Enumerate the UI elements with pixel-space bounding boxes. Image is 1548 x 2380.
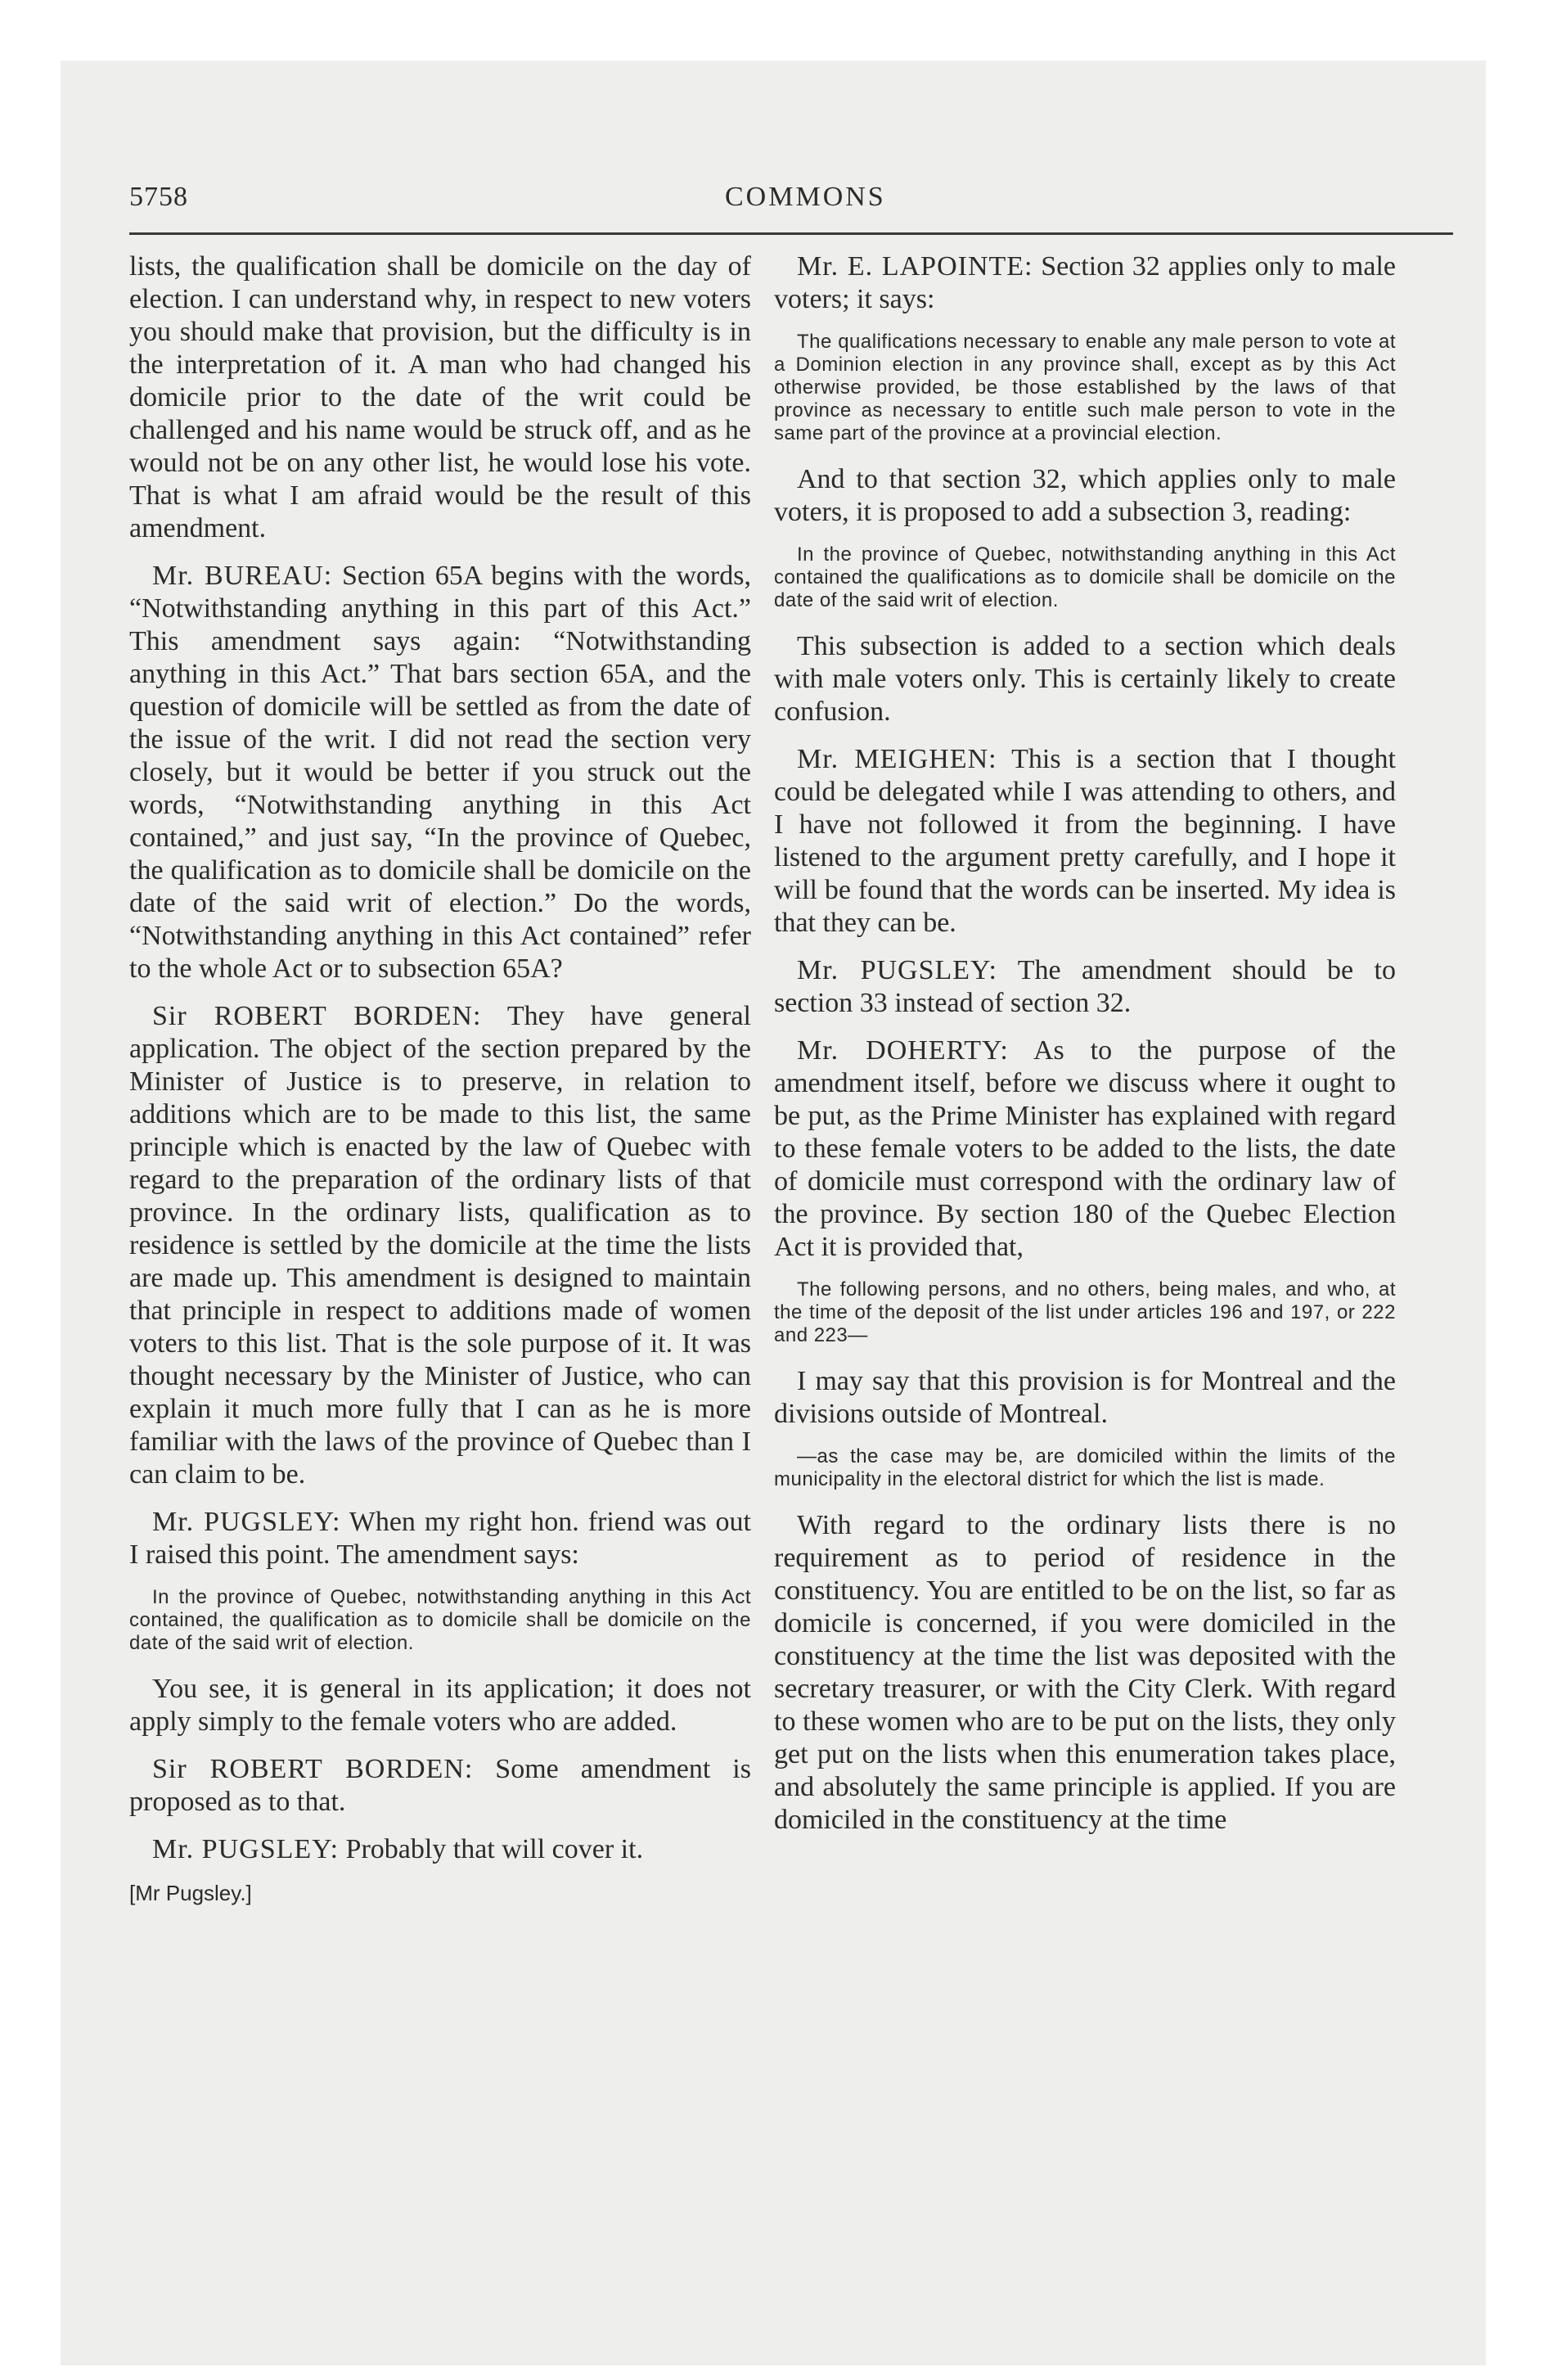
speech-text: The amendment should be to section 33 instead of section 32. — [774, 955, 1396, 1018]
paragraph: I may say that this provision is for Montreal and the divisions outside of Montreal. — [774, 1366, 1396, 1429]
scanned-page — [61, 61, 1486, 2365]
speech-text: This is a section that I thought could be delegated while I was attending to others, and I have not followed it from the beginning. I have listened to the argument pretty carefully, and I hope it will be found that the words can be inserted. My idea is that they can be. — [774, 744, 1396, 938]
block-quote: The qualifications necessary to enable any male person to vote at a Dominion election in any province shall, except as by this Act otherwise provided, be those established by the laws of that province as necessary to entitle such male person to vote in the same part of the province at a provincial election. — [774, 331, 1396, 444]
paragraph — [129, 1833, 751, 1866]
page-number: 5758 — [129, 182, 188, 212]
speaker-name: Sir ROBERT BORDEN: — [152, 1001, 482, 1031]
block-quote: —as the case may be, are domiciled within the limits of the municipality in the electoral district for which the list is made. — [774, 1445, 1396, 1490]
left-column — [129, 250, 751, 1905]
page-footer-speaker: [Mr Pugsley.] — [129, 1881, 252, 1905]
speaker-name: Mr. DOHERTY: — [797, 1035, 1009, 1066]
block-quote: In the province of Quebec, notwithstanding anything in this Act contained, the qualification as to domicile shall be domicile on the date of the said writ of election. — [129, 1586, 751, 1654]
paragraph: With regard to the ordinary lists there is no requirement as to period of residence in the constituency. You are entitled to be on the list, so far as domicile is concerned, if you were domiciled in the constituency at the time the list was deposited with the secretary treasurer, or with the City Clerk. With regard to these women who are to be put on the lists, they only get put on the lists when this enumeration takes place, and absolutely the same principle is applied. If you are domiciled in the constituency at the time — [774, 1510, 1396, 1835]
paragraph — [774, 743, 1396, 940]
paragraph: This subsection is added to a section which deals with male voters only. This is certainly likely to create confusion. — [774, 631, 1396, 727]
paragraph: And to that section 32, which applies only to male voters, it is proposed to add a subsection 3, reading: — [774, 464, 1396, 527]
speech-text: Section 65A begins with the words, “Notwithstanding anything in this part of this Act.” This amendment says again: “Notwithstanding anything in this Act.” That bars section 65A, and the question of domicile will be settled as from the date of the issue of the writ. I did not read the section very closely, but it would be better if you struck out the words, “Notwithstanding anything in this Act contained,” and just say, “In the province of Quebec, the qualification as to domicile shall be domicile on the date of the said writ of election.” Do the words, “Notwithstanding anything in this Act contained” refer to the whole Act or to subsection 65A? — [129, 561, 751, 984]
running-title: COMMONS — [725, 182, 886, 212]
block-quote: In the province of Quebec, notwithstanding anything in this Act contained the qualifications as to domicile shall be domicile on the date of the said writ of election. — [774, 543, 1396, 611]
paragraph — [129, 1000, 751, 1491]
speaker-name: Mr. PUGSLEY: — [152, 1834, 340, 1864]
paragraph — [129, 1506, 751, 1571]
paragraph — [129, 560, 751, 985]
speech-text: Some amendment is proposed as to that. — [129, 1754, 751, 1817]
header-rule — [129, 232, 1453, 235]
right-column — [774, 250, 1396, 1851]
paragraph — [774, 1034, 1396, 1264]
speaker-name: Mr. E. LAPOINTE: — [797, 251, 1033, 282]
speaker-name: Mr. BUREAU: — [152, 561, 333, 591]
paragraph — [774, 250, 1396, 316]
speaker-name: Mr. PUGSLEY: — [152, 1507, 341, 1537]
paragraph — [129, 1753, 751, 1819]
speech-text: As to the purpose of the amendment itself, before we discuss where it ought to be put, as the Prime Minister has explained with regard to these female voters to be added to the lists, the date of domicile must correspond with the ordinary law of the province. By section 180 of the Quebec Election Act it is provided that, — [774, 1035, 1397, 1262]
block-quote: The following persons, and no others, being males, and who, at the time of the deposit of the list under articles 196 and 197, or 222 and 223— — [774, 1278, 1396, 1346]
paragraph: lists, the qualification shall be domicile on the day of election. I can understand why, in respect to new voters you should make that provision, but the difficulty is in the interpretation of it. A man who had changed his domicile prior to the date of the writ could be challenged and his name would be struck off, and as he would not be on any other list, he would lose his vote. That is what I am afraid would be the result of this amendment. — [129, 251, 751, 543]
speech-text: Probably that will cover it. — [339, 1834, 644, 1864]
speech-text: Section 32 applies only to male voters; it says: — [774, 251, 1397, 314]
speech-text: When my right hon. friend was out I raised this point. The amendment says: — [129, 1507, 751, 1570]
speaker-name: Sir ROBERT BORDEN: — [152, 1754, 474, 1784]
speaker-name: Mr. MEIGHEN: — [797, 744, 997, 774]
paragraph — [774, 954, 1396, 1020]
paragraph: You see, it is general in its application; it does not apply simply to the female voters who are added. — [129, 1674, 751, 1737]
page-header — [129, 175, 1453, 224]
speech-text: They have general application. The object of the section prepared by the Minister of Justice is to preserve, in relation to additions which are to be made to this list, the same principle which is enacted by the law of Quebec with regard to the preparation of the ordinary lists of that province. In the ordinary lists, qualification as to residence is settled by the domicile at the time the lists are made up. This amendment is designed to maintain that principle in respect to additions made of women voters to this list. That is the sole purpose of it. It was thought necessary by the Minister of Justice, who can explain it much more fully that I can as he is more familiar with the laws of the province of Quebec than I can claim to be. — [129, 1001, 751, 1490]
speaker-name: Mr. PUGSLEY: — [797, 955, 997, 985]
